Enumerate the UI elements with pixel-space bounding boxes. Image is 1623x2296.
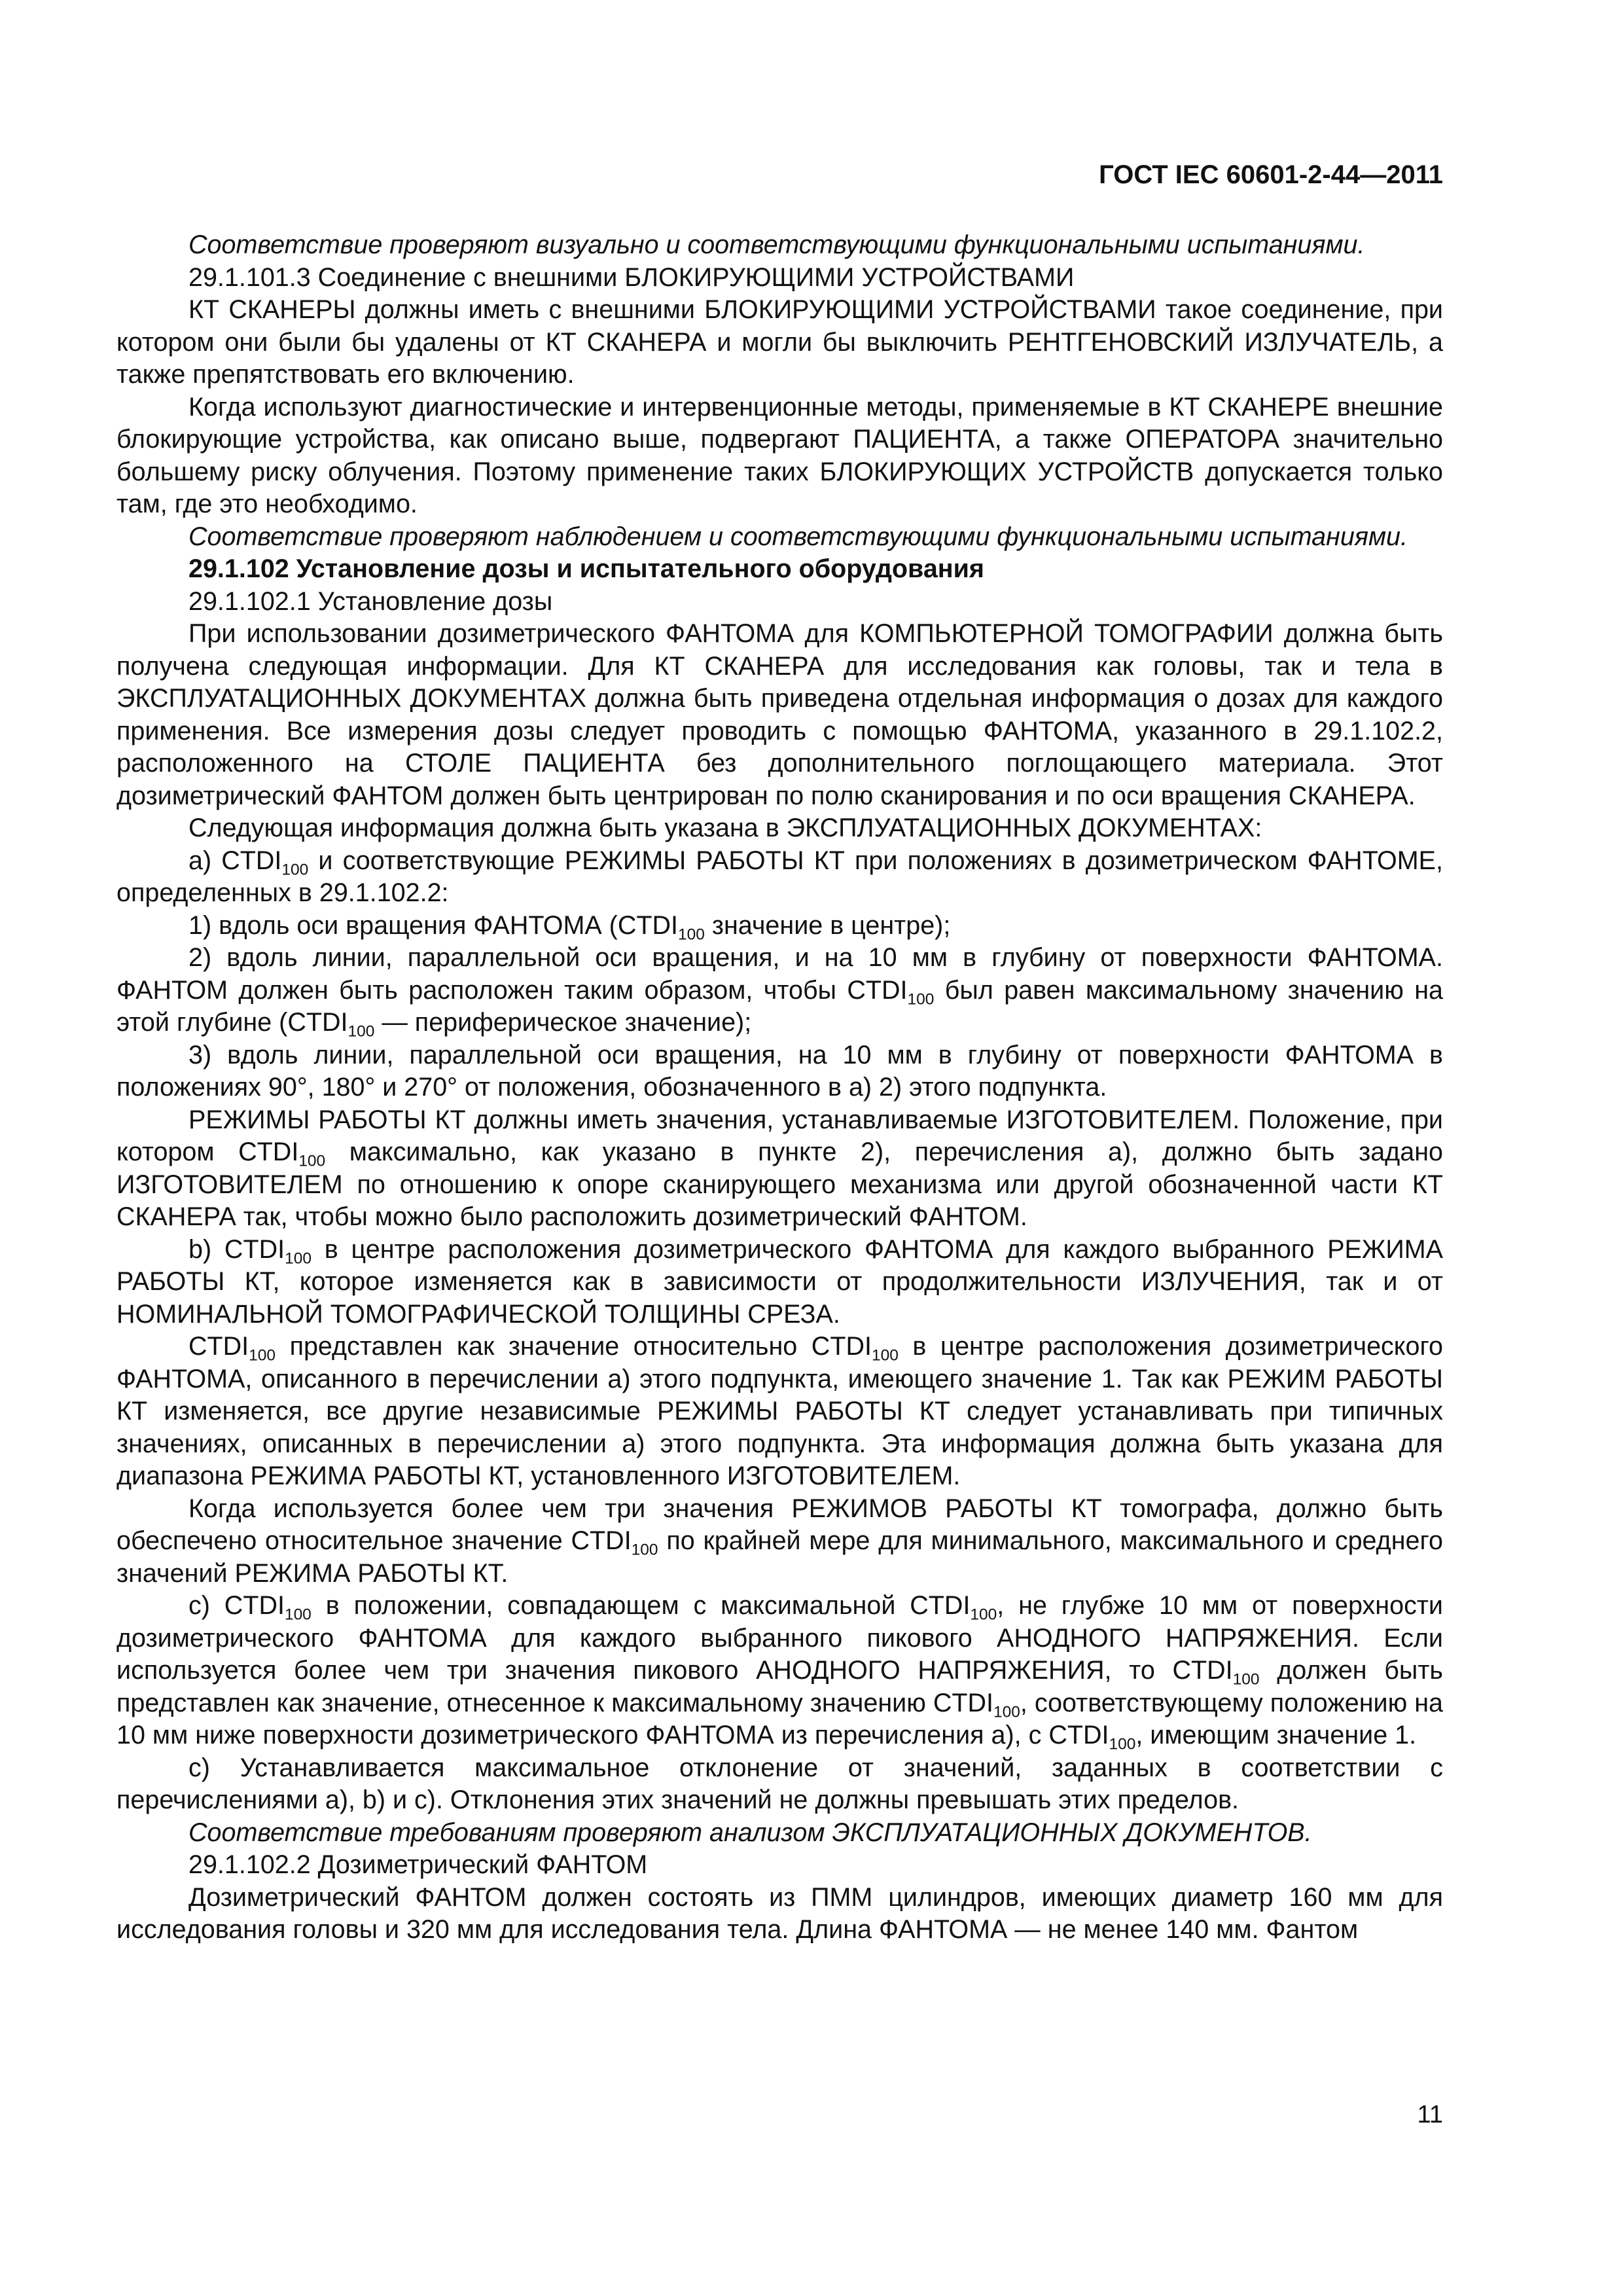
paragraph: При использовании дозиметрического ФАНТОМА для КОМПЬЮТЕРНОЙ ТОМОГРАФИИ должна быть получена следующая информации. Для КТ СКАНЕРА для исследования как головы, так и тела в ЭКСПЛУАТАЦИОННЫХ ДОКУМЕНТАХ должна быть приведена отдельная информация о дозах для каждого применения. Все измерения дозы следует проводить с помощью ФАНТОМА, указанного в 29.1.102.2, расположенного на СТОЛЕ ПАЦИЕНТА без дополнительного поглощающего материала. Этот дозиметрический ФАНТОМ должен быть центрирован по полю сканирования и по оси вращения СКАНЕРА. [116, 619, 1443, 810]
list-item-c: c) $CTDI_{100}$ в положении, совпадающем с максимальной $CTDI_{100}$, не глубже 10 мм от поверхности дозиметрического ФАНТОМА для каждого выбранного пикового АНОДНОГО НАПРЯЖЕНИЯ. Если используется более чем три значения пикового АНОДНОГО НАПРЯЖЕНИЯ, то $CTDI_{100}$ должен быть представлен как значение, отнесенное к максимальному значению $CTDI_{100}$, соответствующему положению на 10 мм ниже поверхности дозиметрического ФАНТОМА из перечисления a), с $CTDI_{100}$, имеющим значение 1. [116, 1591, 1444, 1753]
clause-heading: 29.1.102.1 Установление дозы [188, 586, 553, 616]
list-item-b: b) $CTDI_{100}$ в центре расположения дозиметрического ФАНТОМА для каждого выбранного РЕЖИМА РАБОТЫ КТ, которое изменяется как в зависимости от продолжительности ИЗЛУЧЕНИЯ, так и от НОМИНАЛЬНОЙ ТОМОГРАФИЧЕСКОЙ ТОЛЩИНЫ СРЕЗА. [116, 1234, 1443, 1329]
list-item-a3: 3) вдоль линии, параллельной оси вращения, на 10 мм в глубину от поверхности ФАНТОМА в положениях 90°, 180° и 270° от положения, обозначенного в a) 2) этого подпункта. [116, 1040, 1443, 1102]
compliance-note: Соответствие проверяют визуально и соответствующими функциональными испытаниями. [188, 230, 1365, 259]
list-item-a: a) $CTDI_{100}$ и соответствующие РЕЖИМЫ РАБОТЫ КТ при положениях в дозиметрическом ФАНТОМЕ, определенных в 29.1.102.2: [116, 846, 1444, 907]
page-number: 11 [1417, 2101, 1443, 2128]
paragraph: Дозиметрический ФАНТОМ должен состоять из ПММ цилиндров, имеющих диаметр 160 мм для исследования головы и 320 мм для исследования тела. Длина ФАНТОМА — не менее 140 мм. Фантом [116, 1882, 1443, 1944]
paragraph: Когда используют диагностические и интервенционные методы, применяемые в КТ СКАНЕРЕ внешние блокирующие устройства, как описано выше, подвергают ПАЦИЕНТА, а также ОПЕРАТОРА значительно большему риску облучения. Поэтому применение таких БЛОКИРУЮЩИХ УСТРОЙСТВ допускается только там, где это необходимо. [116, 392, 1443, 518]
paragraph: РЕЖИМЫ РАБОТЫ КТ должны иметь значения, устанавливаемые ИЗГОТОВИТЕЛЕМ. Положение, при котором $CTDI_{100}$ максимально, как указано в пункте 2), перечисления a), должно быть задано ИЗГОТОВИТЕЛЕМ по отношению к опоре сканирующего механизма или другой обозначенной части КТ СКАНЕРА так, чтобы можно было расположить дозиметрический ФАНТОМ. [116, 1105, 1443, 1231]
paragraph: КТ СКАНЕРЫ должны иметь с внешними БЛОКИРУЮЩИМИ УСТРОЙСТВАМИ такое соединение, при котором они были бы удалены от КТ СКАНЕРА и могли бы выключить РЕНТГЕНОВСКИЙ ИЗЛУЧАТЕЛЬ, а также препятствовать его включению. [116, 295, 1443, 389]
compliance-note: Соответствие требованиям проверяют анализом ЭКСПЛУАТАЦИОННЫХ ДОКУМЕНТОВ. [188, 1818, 1312, 1847]
section-heading: 29.1.102 Установление дозы и испытательного оборудования [188, 554, 984, 583]
paragraph: Следующая информация должна быть указана в ЭКСПЛУАТАЦИОННЫХ ДОКУМЕНТАХ: [188, 814, 1262, 842]
clause-heading: 29.1.102.2 Дозиметрический ФАНТОМ [188, 1850, 648, 1879]
clause-heading: 29.1.101.3 Соединение с внешними БЛОКИРУЮЩИМИ УСТРОЙСТВАМИ [188, 262, 1075, 292]
paragraph: $CTDI_{100}$ представлен как значение относительно $CTDI_{100}$ в центре расположения дозиметрического ФАНТОМА, описанного в перечислении a) этого подпункта, имеющего значение 1. Так как РЕЖИМ РАБОТЫ КТ изменяется, все другие независимые РЕЖИМЫ РАБОТЫ КТ следует устанавливать при типичных значениях, описанных в перечислении a) этого подпункта. Эта информация должна быть указана для диапазона РЕЖИМА РАБОТЫ КТ, установленного ИЗГОТОВИТЕЛЕМ. [116, 1332, 1443, 1490]
list-item-a2: 2) вдоль линии, параллельной оси вращения, и на 10 мм в глубину от поверхности ФАНТОМА. ФАНТОМ должен быть расположен таким образом, чтобы $CTDI_{100}$ был равен максимальному значению на этой глубине ($CTDI_{100}$ — периферическое значение); [116, 943, 1443, 1041]
list-item-c2: c) Устанавливается максимальное отклонение от значений, заданных в соответствии с перечислениями a), b) и c). Отклонения этих значений не должны превышать этих пределов. [116, 1753, 1443, 1814]
compliance-note: Соответствие проверяют наблюдением и соответствующими функциональными испытаниями. [188, 522, 1408, 551]
page-body [116, 229, 1443, 1946]
document-header: ГОСТ IEC 60601-2-44—2011 [1099, 160, 1443, 189]
paragraph: Когда используется более чем три значения РЕЖИМОВ РАБОТЫ КТ томографа, должно быть обеспечено относительное значение $CTDI_{100}$ по крайней мере для минимального, максимального и среднего значений РЕЖИМА РАБОТЫ КТ. [116, 1494, 1443, 1588]
list-item-a1: 1) вдоль оси вращения ФАНТОМА ($CTDI_{100}$ значение в центре); [188, 910, 951, 944]
